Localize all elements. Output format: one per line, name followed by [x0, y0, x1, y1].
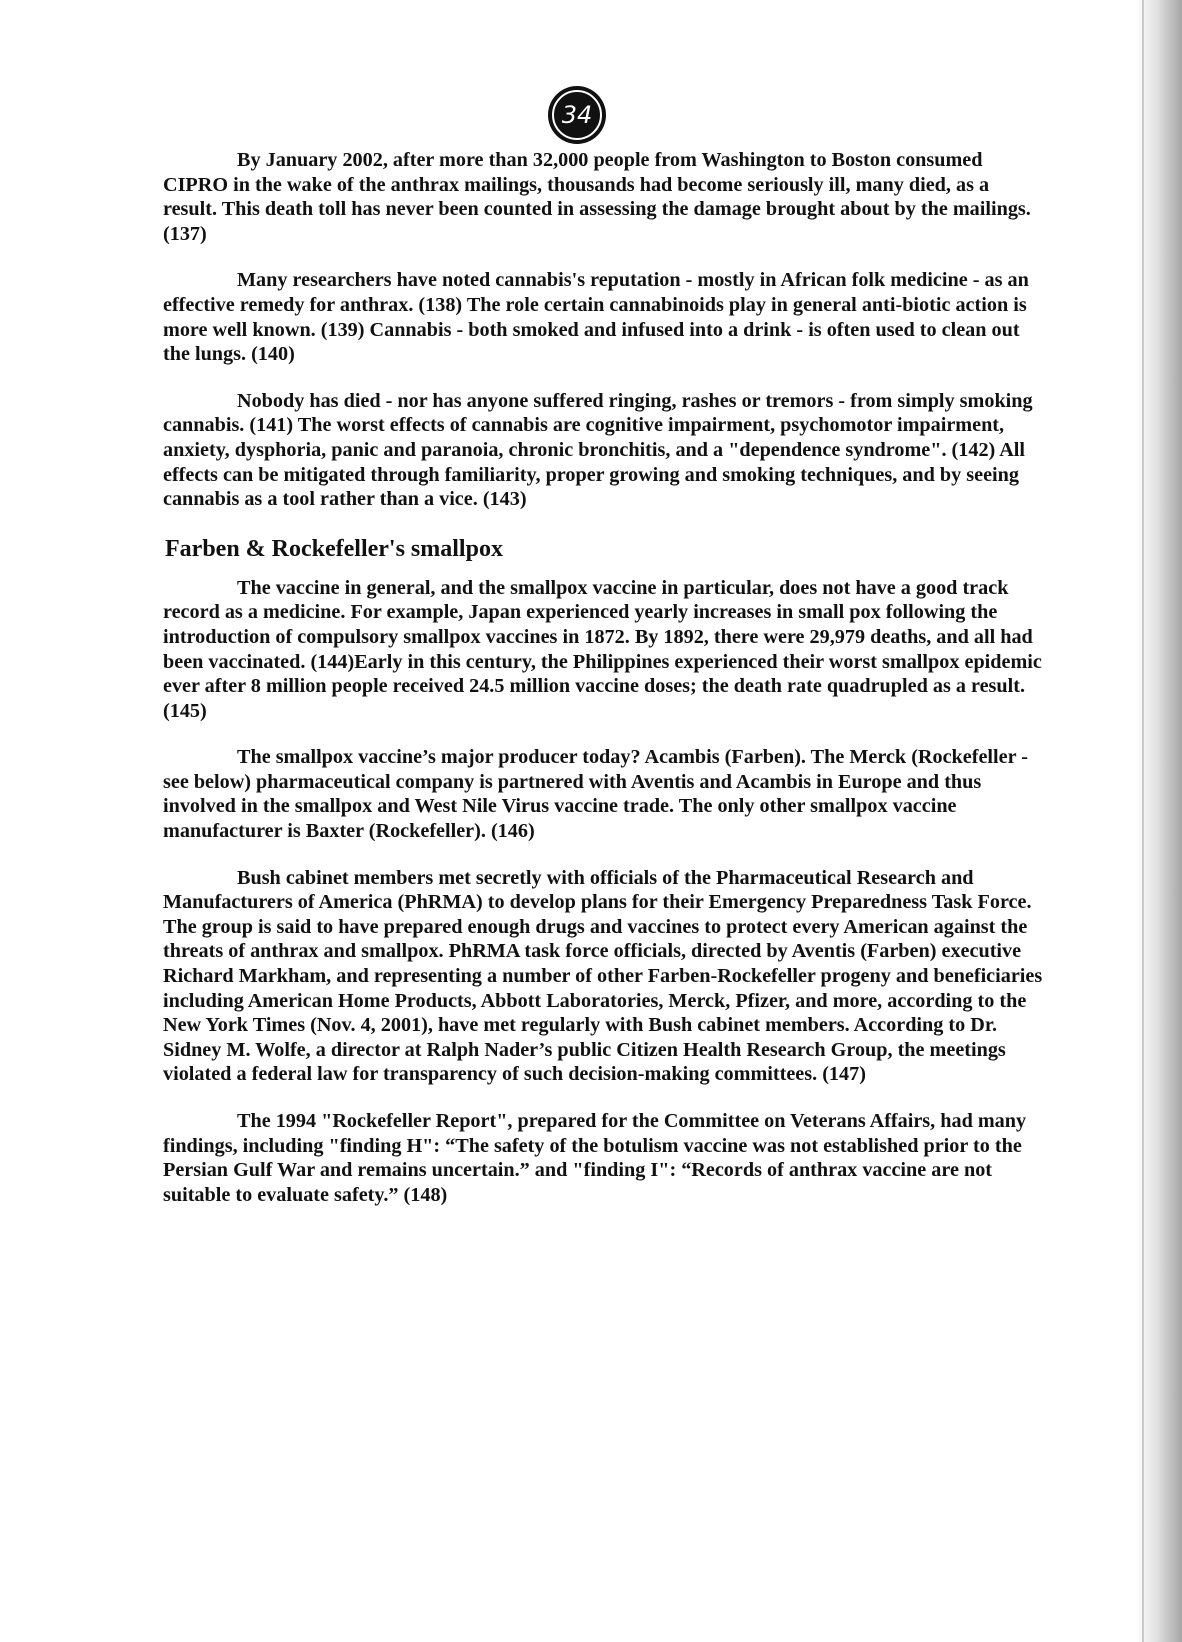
- paragraph: Bush cabinet members met secretly with officials of the Pharmaceutical Research and Manufacturers of America (PhRMA) to develop plans for their Emergency Preparedness Task Force. The group is said to have prepared enough drugs and vaccines to protect every American against the threats of anthrax and smallpox. PhRMA task force officials, directed by Aventis (Farben) executive Richard Markham, and representing a number of other Farben-Rockefeller progeny and beneficiaries including American Home Products, Abbott Laboratories, Merck, Pfizer, and more, according to the New York Times (Nov. 4, 2001), have met regularly with Bush cabinet members. According to Dr. Sidney M. Wolfe, a director at Ralph Nader’s public Citizen Health Research Group, the meetings violated a federal law for transparency of such decision-making committees. (147): [163, 866, 1043, 1086]
- paragraph: The smallpox vaccine’s major producer today? Acambis (Farben). The Merck (Rockefeller - see below) pharmaceutical company is partnered with Aventis and Acambis in Europe and thus involved in the smallpox and West Nile Virus vaccine trade. The only other smallpox vaccine manufacturer is Baxter (Rockefeller). (146): [163, 746, 1028, 843]
- section-heading: Farben & Rockefeller's smallpox: [165, 535, 503, 562]
- paragraph: Many researchers have noted cannabis's reputation - mostly in African folk medicine - as an effective remedy for anthrax. (138) The role certain cannabinoids play in general anti-biotic action is more well known. (139) Cannabis - both smoked and infused into a drink - is often used to clean out the lungs. (140): [163, 269, 1029, 366]
- page-number: 34: [552, 90, 602, 140]
- paragraph: By January 2002, after more than 32,000 people from Washington to Boston consumed CIPRO in the wake of the anthrax mailings, thousands had become seriously ill, many died, as a result. This death toll has never been counted in assessing the damage brought about by the mailings. (137): [163, 149, 1031, 245]
- paragraph: Nobody has died - nor has anyone suffered ringing, rashes or tremors - from simply smoking cannabis. (141) The worst effects of cannabis are cognitive impairment, psychomotor impairment, anxiety, dysphoria, panic and paranoia, chronic bronchitis, and a "dependence syndrome". (142) All effects can be mitigated through familiarity, proper growing and smoking techniques, and by seeing cannabis as a tool rather than a vice. (143): [163, 389, 1033, 511]
- paragraph: The 1994 "Rockefeller Report", prepared for the Committee on Veterans Affairs, had many findings, including "finding H": “The safety of the botulism vaccine was not established prior to the Persian Gulf War and remains uncertain.” and "finding I": “Records of anthrax vaccine are not suitable to evaluate safety.” (148): [163, 1110, 1027, 1206]
- scan-edge-line: [1142, 0, 1144, 1642]
- paragraph: The vaccine in general, and the smallpox vaccine in particular, does not have a good track record as a medicine. For example, Japan experienced yearly increases in small pox following the introduction of compulsory smallpox vaccines in 1872. By 1892, there were 29,979 deaths, and all had been vaccinated. (144)Early in this century, the Philippines experienced their worst smallpox epidemic ever after 8 million people received 24.5 million vaccine doses; the death rate quadrupled as a result. (145): [163, 576, 1042, 722]
- article-body: [163, 148, 1043, 1229]
- page-number-seal: [548, 86, 606, 144]
